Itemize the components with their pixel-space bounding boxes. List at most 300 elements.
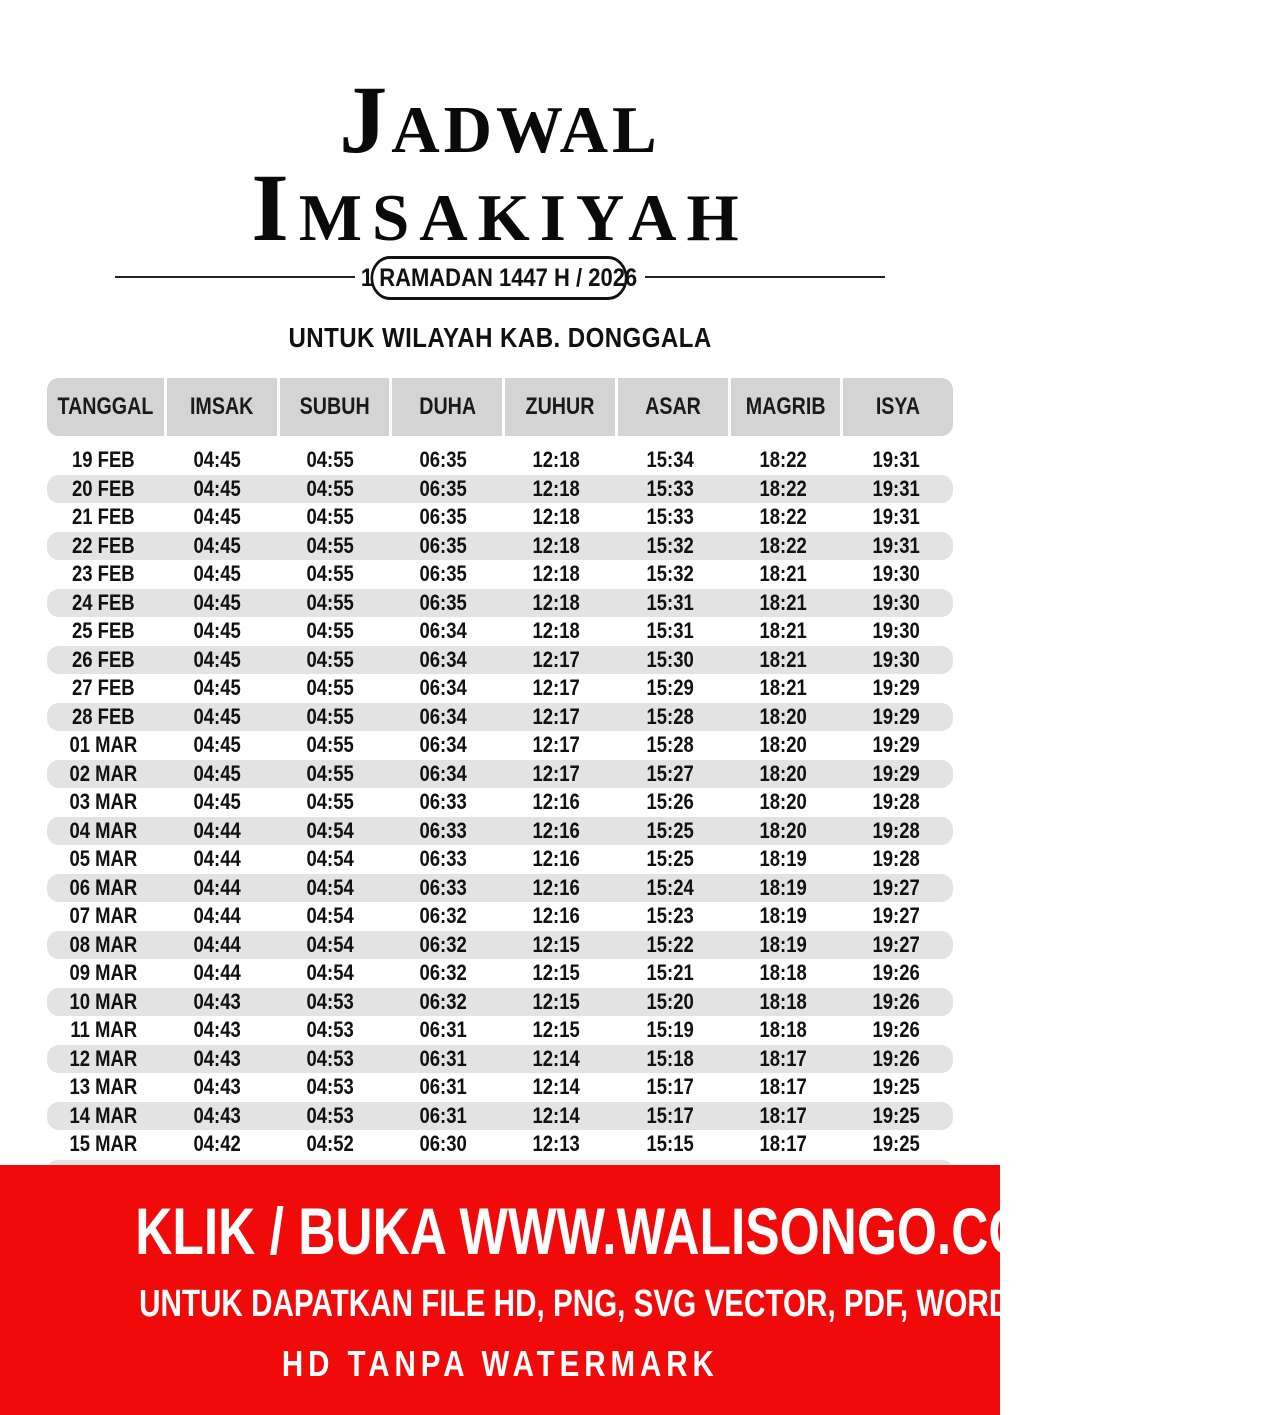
- table-cell-value: 18:19: [759, 931, 807, 957]
- table-cell-subuh: [274, 675, 387, 701]
- table-cell-value: 26 FEB: [72, 646, 135, 672]
- table-cell-tanggal: [47, 533, 160, 559]
- table-cell-value: 01 MAR: [69, 732, 138, 758]
- table-cell-value: 18:17: [759, 1131, 807, 1157]
- table-cell-duha: [387, 1103, 500, 1129]
- table-row: [47, 646, 953, 675]
- table-cell-value: 12:17: [532, 646, 581, 672]
- table-cell-imsak: [160, 504, 273, 530]
- table-cell-duha: [387, 590, 500, 616]
- table-cell-subuh: [274, 533, 387, 559]
- table-cell-value: 12:16: [532, 903, 581, 929]
- table-cell-magrib: [727, 1131, 840, 1157]
- table-cell-asar: [613, 903, 726, 929]
- table-cell-value: 06:35: [419, 561, 468, 587]
- table-cell-value: 06:31: [419, 1102, 468, 1128]
- table-cell-tanggal: [47, 476, 160, 502]
- table-cell-value: 04:44: [193, 931, 241, 957]
- table-cell-value: 04:42: [193, 1131, 241, 1157]
- table-cell-imsak: [160, 932, 273, 958]
- table-cell-subuh: [274, 1074, 387, 1100]
- table-cell-asar: [613, 1131, 726, 1157]
- table-cell-value: 18:20: [759, 760, 807, 786]
- table-cell-tanggal: [47, 761, 160, 787]
- table-cell-subuh: [274, 789, 387, 815]
- table-cell-magrib: [727, 1103, 840, 1129]
- table-cell-value: 12:18: [532, 532, 581, 558]
- table-cell-isya: [840, 1074, 953, 1100]
- table-cell-isya: [840, 875, 953, 901]
- table-cell-magrib: [727, 647, 840, 673]
- table-row: [47, 731, 953, 760]
- table-cell-duha: [387, 732, 500, 758]
- table-cell-value: 04:43: [193, 1102, 241, 1128]
- table-cell-value: 12:17: [532, 703, 581, 729]
- table-cell-value: 12:15: [532, 1017, 581, 1043]
- table-cell-value: 04:55: [306, 447, 354, 473]
- table-cell-value: 15:23: [646, 903, 694, 929]
- promo-headline[interactable]: [0, 1193, 1095, 1269]
- table-cell-magrib: [727, 1074, 840, 1100]
- table-cell-zuhur: [500, 447, 613, 473]
- table-cell-tanggal: [47, 704, 160, 730]
- table-cell-magrib: [727, 476, 840, 502]
- table-cell-isya: [840, 1046, 953, 1072]
- column-header-label: DUHA: [418, 393, 476, 420]
- table-cell-value: 05 MAR: [69, 846, 138, 872]
- table-cell-value: 04:53: [306, 1074, 354, 1100]
- table-cell-value: 15:28: [646, 703, 694, 729]
- table-cell-magrib: [727, 561, 840, 587]
- table-cell-value: 12:15: [532, 960, 581, 986]
- table-cell-value: 15:24: [646, 874, 694, 900]
- table-cell-value: 15:29: [646, 675, 694, 701]
- table-cell-value: 04:54: [306, 817, 354, 843]
- table-cell-asar: [613, 875, 726, 901]
- table-cell-isya: [840, 932, 953, 958]
- table-cell-asar: [613, 647, 726, 673]
- table-cell-magrib: [727, 846, 840, 872]
- table-cell-imsak: [160, 903, 273, 929]
- table-cell-value: 12:15: [532, 931, 581, 957]
- table-cell-imsak: [160, 960, 273, 986]
- table-cell-isya: [840, 561, 953, 587]
- table-cell-subuh: [274, 903, 387, 929]
- divider-left: [115, 276, 355, 278]
- table-cell-imsak: [160, 846, 273, 872]
- table-cell-zuhur: [500, 1103, 613, 1129]
- table-cell-value: 04:45: [193, 675, 241, 701]
- table-cell-asar: [613, 732, 726, 758]
- table-cell-asar: [613, 932, 726, 958]
- table-cell-value: 18:22: [759, 475, 807, 501]
- table-row: [47, 560, 953, 589]
- table-cell-value: 04:55: [306, 646, 354, 672]
- table-cell-isya: [840, 818, 953, 844]
- table-cell-imsak: [160, 561, 273, 587]
- table-cell-value: 03 MAR: [69, 789, 138, 815]
- table-cell-value: 12 MAR: [69, 1045, 138, 1071]
- table-header: [47, 378, 953, 436]
- table-cell-value: 18:21: [759, 561, 807, 587]
- table-cell-value: 18:18: [759, 988, 807, 1014]
- table-cell-value: 15:19: [646, 1017, 694, 1043]
- table-cell-asar: [613, 818, 726, 844]
- table-cell-value: 18:17: [759, 1045, 807, 1071]
- table-cell-imsak: [160, 533, 273, 559]
- table-cell-tanggal: [47, 789, 160, 815]
- table-cell-value: 06:31: [419, 1045, 468, 1071]
- column-header-label: ISYA: [876, 393, 921, 420]
- table-cell-duha: [387, 447, 500, 473]
- table-cell-value: 04:45: [193, 618, 241, 644]
- table-cell-zuhur: [500, 675, 613, 701]
- table-cell-asar: [613, 704, 726, 730]
- table-cell-subuh: [274, 989, 387, 1015]
- table-cell-value: 02 MAR: [69, 760, 138, 786]
- table-cell-value: 15:32: [646, 561, 694, 587]
- table-cell-value: 21 FEB: [72, 504, 135, 530]
- table-cell-value: 19:31: [872, 475, 921, 501]
- column-header-asar: [618, 378, 728, 436]
- table-row: [47, 902, 953, 931]
- page-title-line-1: Jadwal: [339, 66, 661, 173]
- table-cell-tanggal: [47, 561, 160, 587]
- table-row: [47, 1045, 953, 1074]
- table-cell-tanggal: [47, 590, 160, 616]
- table-cell-value: 18:18: [759, 1017, 807, 1043]
- table-cell-value: 19:27: [872, 931, 921, 957]
- table-cell-imsak: [160, 789, 273, 815]
- table-cell-value: 19:29: [872, 732, 921, 758]
- table-cell-value: 19:25: [872, 1074, 921, 1100]
- promo-tagline-text: HD TANPA WATERMARK: [281, 1343, 719, 1384]
- table-cell-value: 19:25: [872, 1102, 921, 1128]
- table-cell-imsak: [160, 1074, 273, 1100]
- table-cell-subuh: [274, 846, 387, 872]
- table-cell-value: 04:55: [306, 618, 354, 644]
- table-cell-value: 04:53: [306, 1045, 354, 1071]
- table-cell-subuh: [274, 732, 387, 758]
- table-cell-magrib: [727, 732, 840, 758]
- table-cell-magrib: [727, 1017, 840, 1043]
- table-row: [47, 874, 953, 903]
- table-row: [47, 532, 953, 561]
- promo-tagline: [0, 1343, 1000, 1385]
- table-cell-zuhur: [500, 960, 613, 986]
- table-cell-magrib: [727, 504, 840, 530]
- table-cell-value: 19:26: [872, 988, 921, 1014]
- table-cell-subuh: [274, 647, 387, 673]
- table-cell-value: 04:55: [306, 675, 354, 701]
- table-cell-imsak: [160, 875, 273, 901]
- column-header-zuhur: [505, 378, 615, 436]
- table-cell-asar: [613, 590, 726, 616]
- table-cell-value: 04:55: [306, 504, 354, 530]
- table-cell-value: 19:27: [872, 903, 921, 929]
- table-cell-asar: [613, 989, 726, 1015]
- table-cell-value: 15:17: [646, 1102, 694, 1128]
- table-cell-value: 19:29: [872, 675, 921, 701]
- table-cell-value: 04:45: [193, 703, 241, 729]
- table-cell-asar: [613, 960, 726, 986]
- table-cell-value: 18:21: [759, 618, 807, 644]
- table-cell-value: 19:29: [872, 703, 921, 729]
- column-header-label: TANGGAL: [57, 393, 154, 420]
- table-cell-value: 19:30: [872, 589, 921, 615]
- table-cell-imsak: [160, 732, 273, 758]
- table-cell-zuhur: [500, 1074, 613, 1100]
- table-cell-value: 15:18: [646, 1045, 694, 1071]
- page-title-line-2: Imsakiyah: [251, 154, 749, 261]
- table-cell-tanggal: [47, 1017, 160, 1043]
- column-header-label: MAGRIB: [745, 393, 826, 420]
- promo-headline-text[interactable]: KLIK / BUKA WWW.WALISONGO.CO.ID: [135, 1194, 1095, 1268]
- table-cell-value: 06:32: [419, 931, 468, 957]
- table-cell-value: 19:28: [872, 789, 921, 815]
- table-cell-zuhur: [500, 504, 613, 530]
- table-cell-value: 04:44: [193, 817, 241, 843]
- table-cell-value: 12:16: [532, 817, 581, 843]
- table-cell-value: 04:44: [193, 903, 241, 929]
- table-cell-magrib: [727, 704, 840, 730]
- table-cell-value: 12:17: [532, 760, 581, 786]
- table-cell-asar: [613, 561, 726, 587]
- column-header-tanggal: [47, 378, 164, 436]
- table-cell-value: 04:44: [193, 960, 241, 986]
- table-cell-value: 12:14: [532, 1102, 581, 1128]
- table-row: [47, 931, 953, 960]
- table-cell-asar: [613, 675, 726, 701]
- table-cell-isya: [840, 846, 953, 872]
- table-cell-duha: [387, 675, 500, 701]
- table-cell-value: 04:52: [306, 1131, 354, 1157]
- table-cell-isya: [840, 903, 953, 929]
- table-cell-imsak: [160, 675, 273, 701]
- table-cell-value: 15:26: [646, 789, 694, 815]
- table-cell-imsak: [160, 476, 273, 502]
- table-cell-asar: [613, 1017, 726, 1043]
- table-cell-duha: [387, 504, 500, 530]
- table-cell-isya: [840, 1017, 953, 1043]
- table-cell-asar: [613, 1046, 726, 1072]
- table-cell-isya: [840, 675, 953, 701]
- table-cell-value: 15:15: [646, 1131, 694, 1157]
- column-header-label: ASAR: [644, 393, 701, 420]
- table-cell-duha: [387, 1131, 500, 1157]
- table-cell-value: 06:34: [419, 760, 468, 786]
- table-cell-value: 04:43: [193, 988, 241, 1014]
- table-cell-value: 19:29: [872, 760, 921, 786]
- ramadan-year-badge: 1 RAMADAN 1447 H / 2026: [371, 256, 628, 300]
- table-cell-value: 18:19: [759, 874, 807, 900]
- table-cell-zuhur: [500, 1017, 613, 1043]
- table-cell-value: 18:17: [759, 1102, 807, 1128]
- table-cell-isya: [840, 732, 953, 758]
- table-cell-value: 08 MAR: [69, 931, 138, 957]
- table-cell-value: 04:54: [306, 960, 354, 986]
- table-cell-subuh: [274, 704, 387, 730]
- table-cell-zuhur: [500, 590, 613, 616]
- table-cell-tanggal: [47, 1103, 160, 1129]
- table-cell-value: 18:17: [759, 1074, 807, 1100]
- table-cell-value: 04:43: [193, 1017, 241, 1043]
- table-row: [47, 674, 953, 703]
- table-cell-value: 15:21: [646, 960, 694, 986]
- table-cell-value: 04:55: [306, 561, 354, 587]
- table-cell-value: 04:45: [193, 789, 241, 815]
- table-cell-subuh: [274, 960, 387, 986]
- table-cell-value: 04 MAR: [69, 817, 138, 843]
- table-cell-value: 12:15: [532, 988, 581, 1014]
- column-header-duha: [392, 378, 502, 436]
- table-cell-value: 18:20: [759, 732, 807, 758]
- table-cell-magrib: [727, 675, 840, 701]
- table-cell-value: 04:54: [306, 874, 354, 900]
- table-row: [47, 760, 953, 789]
- table-cell-isya: [840, 1131, 953, 1157]
- table-cell-isya: [840, 533, 953, 559]
- table-cell-asar: [613, 447, 726, 473]
- table-cell-value: 04:55: [306, 532, 354, 558]
- table-cell-value: 18:21: [759, 646, 807, 672]
- column-header-label: SUBUH: [299, 393, 370, 420]
- table-cell-subuh: [274, 818, 387, 844]
- table-cell-value: 20 FEB: [72, 475, 135, 501]
- table-cell-value: 11 MAR: [70, 1017, 138, 1043]
- table-cell-duha: [387, 932, 500, 958]
- table-cell-value: 14 MAR: [69, 1102, 138, 1128]
- table-cell-tanggal: [47, 1131, 160, 1157]
- table-cell-value: 15:22: [646, 931, 694, 957]
- table-cell-value: 15:31: [646, 618, 694, 644]
- table-cell-value: 06:33: [419, 817, 468, 843]
- table-row: [47, 503, 953, 532]
- table-cell-zuhur: [500, 618, 613, 644]
- table-cell-value: 04:55: [306, 732, 354, 758]
- table-cell-value: 12:18: [532, 618, 581, 644]
- table-cell-zuhur: [500, 818, 613, 844]
- table-cell-value: 19:28: [872, 817, 921, 843]
- table-row: [47, 817, 953, 846]
- table-cell-value: 04:54: [306, 903, 354, 929]
- table-cell-value: 12:18: [532, 561, 581, 587]
- table-cell-value: 04:54: [306, 931, 354, 957]
- table-cell-imsak: [160, 1046, 273, 1072]
- table-cell-imsak: [160, 704, 273, 730]
- table-cell-value: 18:21: [759, 675, 807, 701]
- table-cell-tanggal: [47, 1074, 160, 1100]
- table-row: [47, 1102, 953, 1131]
- table-cell-value: 04:43: [193, 1045, 241, 1071]
- table-cell-tanggal: [47, 818, 160, 844]
- table-cell-value: 12:16: [532, 874, 581, 900]
- table-cell-value: 15:33: [646, 475, 694, 501]
- table-cell-value: 19:31: [872, 447, 921, 473]
- table-cell-value: 24 FEB: [72, 589, 135, 615]
- table-cell-value: 09 MAR: [69, 960, 138, 986]
- table-cell-zuhur: [500, 846, 613, 872]
- table-cell-value: 19:30: [872, 618, 921, 644]
- table-cell-magrib: [727, 618, 840, 644]
- table-cell-tanggal: [47, 903, 160, 929]
- table-cell-value: 04:55: [306, 703, 354, 729]
- table-cell-duha: [387, 1074, 500, 1100]
- table-cell-subuh: [274, 476, 387, 502]
- table-cell-value: 18:19: [759, 846, 807, 872]
- table-cell-duha: [387, 960, 500, 986]
- table-cell-tanggal: [47, 504, 160, 530]
- table-cell-value: 04:45: [193, 532, 241, 558]
- region-subtitle: [0, 322, 1000, 354]
- promo-banner[interactable]: [0, 1165, 1126, 1415]
- table-cell-value: 04:55: [306, 760, 354, 786]
- table-cell-value: 15 MAR: [69, 1131, 138, 1157]
- table-row: [47, 1130, 953, 1159]
- table-cell-value: 18:20: [759, 789, 807, 815]
- table-cell-magrib: [727, 761, 840, 787]
- table-cell-subuh: [274, 1046, 387, 1072]
- table-cell-tanggal: [47, 675, 160, 701]
- table-cell-value: 04:45: [193, 732, 241, 758]
- table-cell-value: 19:28: [872, 846, 921, 872]
- table-cell-duha: [387, 476, 500, 502]
- schedule-table-body: [47, 446, 953, 1159]
- table-cell-asar: [613, 846, 726, 872]
- table-cell-tanggal: [47, 960, 160, 986]
- table-row: [47, 845, 953, 874]
- table-cell-value: 06:35: [419, 475, 468, 501]
- table-cell-value: 19:25: [872, 1131, 921, 1157]
- table-cell-duha: [387, 704, 500, 730]
- table-cell-duha: [387, 761, 500, 787]
- table-cell-zuhur: [500, 561, 613, 587]
- table-cell-value: 23 FEB: [72, 561, 135, 587]
- table-cell-value: 19:27: [872, 874, 921, 900]
- table-cell-imsak: [160, 647, 273, 673]
- table-cell-subuh: [274, 875, 387, 901]
- table-cell-subuh: [274, 590, 387, 616]
- table-cell-value: 04:43: [193, 1074, 241, 1100]
- table-cell-value: 06:35: [419, 447, 468, 473]
- table-cell-magrib: [727, 989, 840, 1015]
- table-cell-value: 06:35: [419, 589, 468, 615]
- table-cell-value: 06:31: [419, 1074, 468, 1100]
- table-cell-value: 06:33: [419, 789, 468, 815]
- table-cell-value: 15:27: [646, 760, 694, 786]
- table-cell-value: 18:22: [759, 532, 807, 558]
- table-cell-value: 18:18: [759, 960, 807, 986]
- table-cell-zuhur: [500, 732, 613, 758]
- table-cell-duha: [387, 1017, 500, 1043]
- table-cell-isya: [840, 960, 953, 986]
- table-cell-value: 06:31: [419, 1017, 468, 1043]
- table-cell-asar: [613, 761, 726, 787]
- table-row: [47, 788, 953, 817]
- table-row: [47, 617, 953, 646]
- table-cell-value: 12:14: [532, 1045, 581, 1071]
- table-cell-duha: [387, 618, 500, 644]
- column-header-imsak: [167, 378, 277, 436]
- table-cell-value: 04:45: [193, 447, 241, 473]
- table-cell-duha: [387, 875, 500, 901]
- table-cell-tanggal: [47, 846, 160, 872]
- table-cell-subuh: [274, 447, 387, 473]
- table-cell-tanggal: [47, 875, 160, 901]
- table-cell-value: 15:33: [646, 504, 694, 530]
- table-cell-value: 04:45: [193, 760, 241, 786]
- table-cell-value: 04:55: [306, 589, 354, 615]
